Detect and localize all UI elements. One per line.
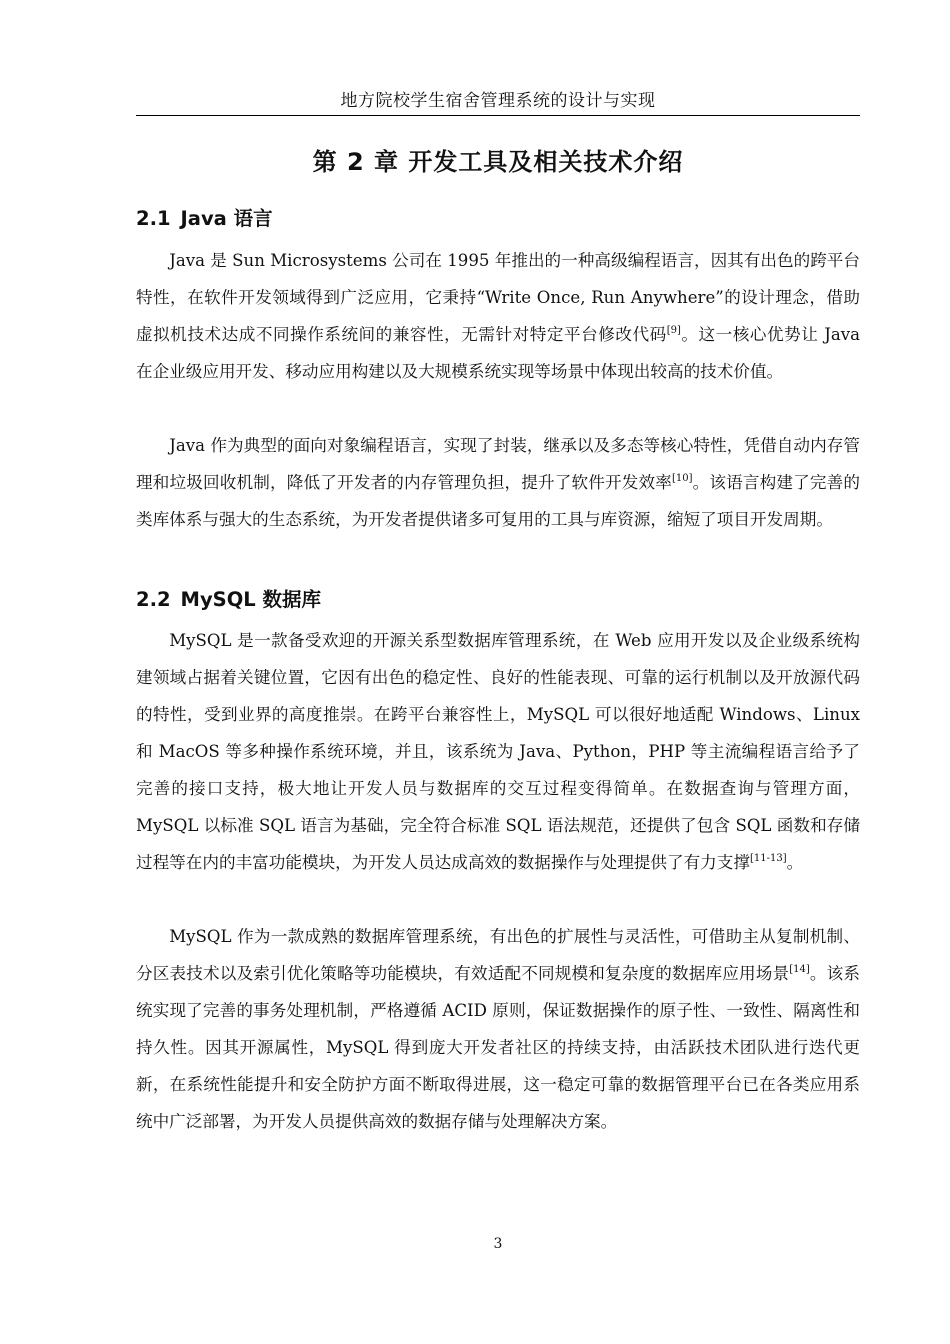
citation: [10] [671, 473, 693, 484]
paragraph-text: MySQL 作为一款成熟的数据库管理系统，有出色的扩展性与灵活性，可借助主从复制机制、分区表技术以及索引优化策略等功能模块，有效适配不同规模和复杂度的数据库应用场景 [136, 927, 860, 983]
paragraph-mysql-features [136, 918, 860, 1140]
paragraph-text: Java 是 Sun Microsystems 公司在 1995 年推出的一种高级编程语言，因其有出色的跨平台特性，在软件开发领域得到广泛应用，它秉持“Write Once, Run Anywhere”的设计理念，借助虚拟机技术达成不同操作系统间的兼容性，无需针对特定平台修改代码 [136, 251, 860, 344]
paragraph-text: Java 作为典型的面向对象编程语言，实现了封装，继承以及多态等核心特性，凭借自动内存管理和垃圾回收机制，降低了开发者的内存管理负担，提升了软件开发效率 [136, 436, 860, 492]
page-number: 3 [493, 1236, 503, 1252]
citation: [14] [789, 964, 810, 975]
section-heading-java [136, 205, 860, 233]
paragraph-java-intro [136, 242, 860, 390]
header-rule [136, 115, 860, 116]
chapter-title: 第 2 章 开发工具及相关技术介绍 [312, 148, 684, 176]
section-title: Java 语言 [180, 207, 273, 230]
citation: [9] [666, 325, 681, 336]
paragraph-text: 。该系统实现了完善的事务处理机制，严格遵循 ACID 原则，保证数据操作的原子性、一致性、隔离性和持久性。因其开源属性，MySQL 得到庞大开发者社区的持续支持，由活跃技术团队进行迭代更新，在系统性能提升和安全防护方面不断取得进展，这一稳定可靠的数据管理平台已在各类应用系统中广泛部署，为开发人员提供高效的数据存储与处理解决方案。 [136, 964, 860, 1131]
section-number: 2.2 [136, 588, 171, 611]
paragraph-text: 。这一核心优势让 Java 在企业级应用开发、移动应用构建以及大规模系统实现等场景中体现出较高的技术价值。 [136, 325, 861, 381]
section-title: MySQL 数据库 [180, 588, 321, 611]
paragraph-java-oop [136, 427, 860, 538]
section-number: 2.1 [136, 207, 171, 230]
paragraph-text: 。 [786, 853, 804, 872]
running-header: 地方院校学生宿舍管理系统的设计与实现 [340, 91, 656, 111]
paragraph-text: 。该语言构建了完善的类库体系与强大的生态系统，为开发者提供诸多可复用的工具与库资源，缩短了项目开发周期。 [136, 473, 861, 529]
citation: [11-13] [749, 853, 787, 864]
section-heading-mysql [136, 586, 860, 614]
paragraph-text: MySQL 是一款备受欢迎的开源关系型数据库管理系统，在 Web 应用开发以及企业级系统构建领域占据着关键位置，它因有出色的稳定性、良好的性能表现、可靠的运行机制以及开放源代码的特性，受到业界的高度推崇。在跨平台兼容性上，MySQL 可以很好地适配 Windows、Linux 和 MacOS 等多种操作系统环境，并且，该系统为 Java、Python，PHP 等主流编程语言给予了完善的接口支持，极大地让开发人员与数据库的交互过程变得简单。在数据查询与管理方面，MySQL 以标准 SQL 语言为基础，完全符合标准 SQL 语法规范，还提供了包含 SQL 函数和存储过程等在内的丰富功能模块，为开发人员达成高效的数据操作与处理提供了有力支撑 [136, 631, 860, 872]
paragraph-mysql-intro [136, 622, 860, 881]
